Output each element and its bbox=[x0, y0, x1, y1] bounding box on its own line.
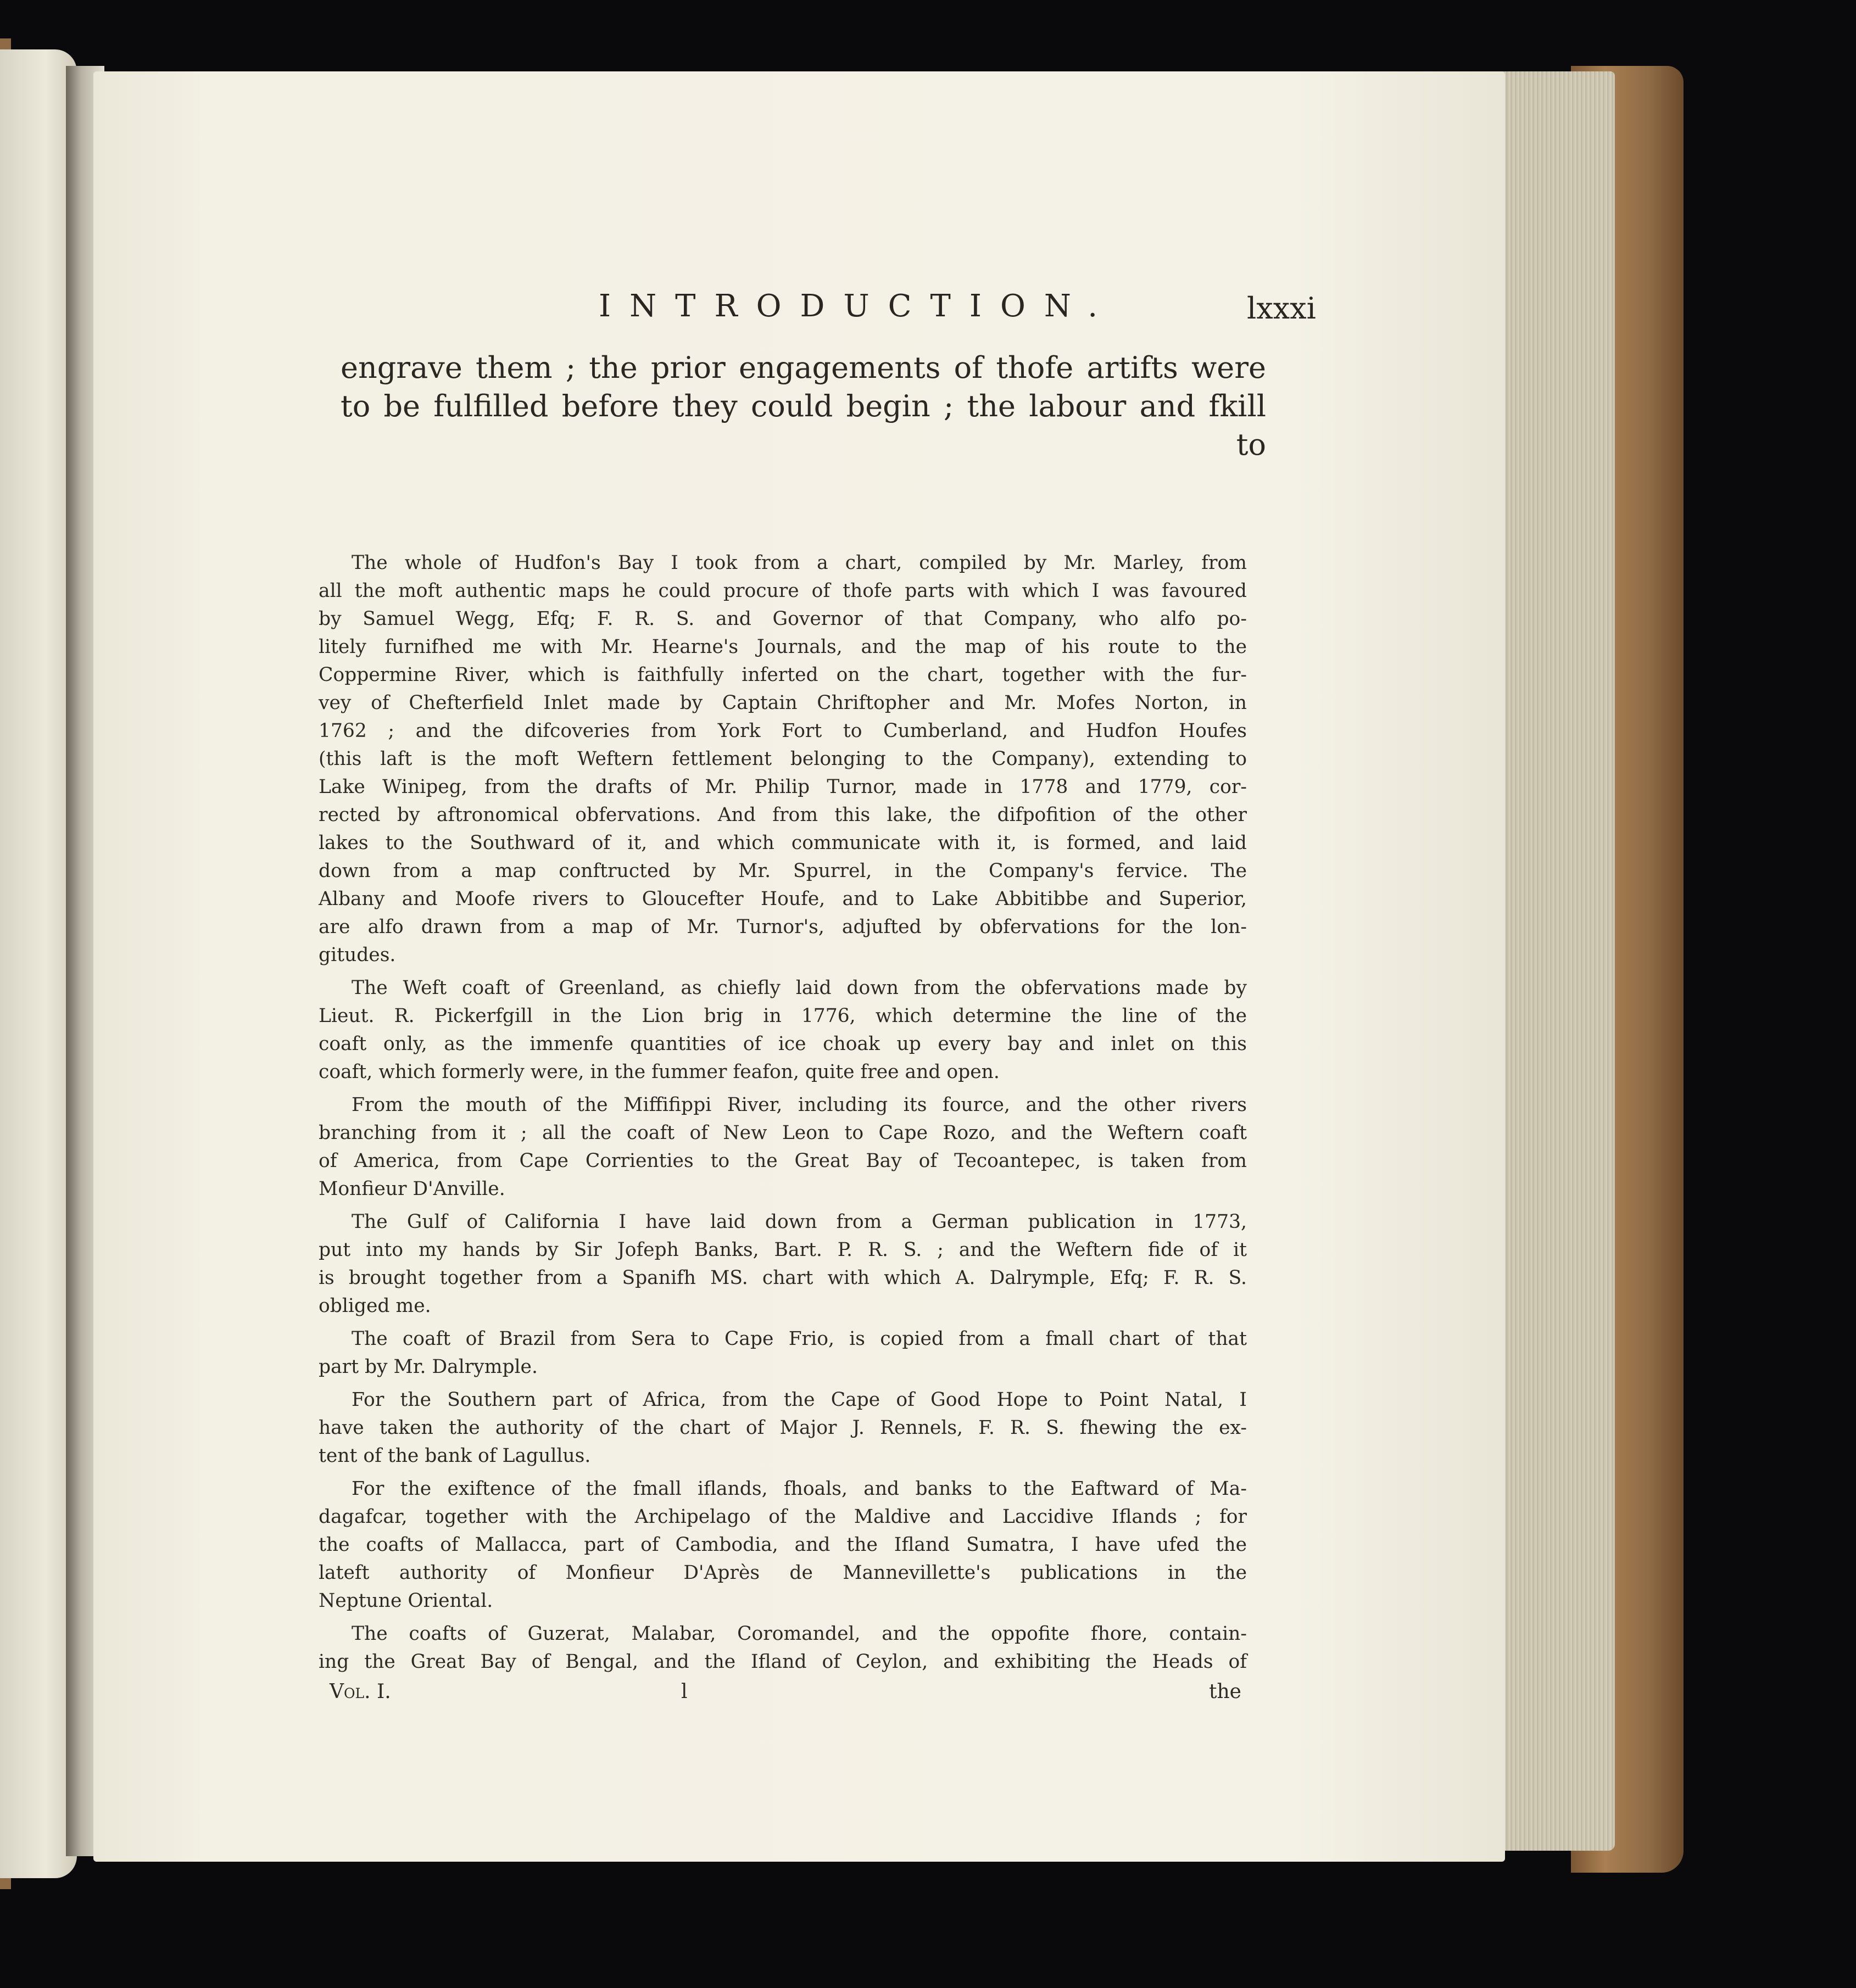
footnote-line: Neptune Oriental. bbox=[319, 1590, 493, 1612]
footnote-line: down from a map conftructed by Mr. Spurrel, in the Company's fervice. The bbox=[319, 860, 1247, 882]
footnote-line: The Gulf of California I have laid down from a German publication in 1773, bbox=[352, 1211, 1247, 1233]
footnote-line: vey of Chefterfield Inlet made by Captain Chriftopher and Mr. Mofes Norton, in bbox=[319, 692, 1247, 714]
signature-mark: l bbox=[681, 1680, 688, 1703]
footnote-line: For the Southern part of Africa, from the Cape of Good Hope to Point Natal, I bbox=[352, 1389, 1247, 1411]
footnote-line: Lieut. R. Pickerfgill in the Lion brig in 1776, which determine the line of the bbox=[319, 1005, 1247, 1027]
footnote-line: of America, from Cape Corrienties to the Great Bay of Tecoantepec, is taken from bbox=[319, 1150, 1247, 1172]
page-number: lxxxi bbox=[1247, 291, 1316, 326]
running-title: INTRODUCTION. bbox=[599, 288, 1117, 324]
footnote-line: dagafcar, together with the Archipelago of the Maldive and Laccidive Iflands ; for bbox=[319, 1506, 1247, 1528]
volume-mark: Vol. I. bbox=[330, 1680, 391, 1703]
carryover-line: engrave them ; the prior engagements of thofe artifts were bbox=[341, 350, 1266, 385]
footnote-line: coaft only, as the immenfe quantities of ice choak up every bay and inlet on this bbox=[319, 1033, 1247, 1055]
page-footer bbox=[330, 1680, 1241, 1708]
left-page-edge bbox=[0, 49, 77, 1878]
footnote-line: Lake Winipeg, from the drafts of Mr. Philip Turnor, made in 1778 and 1779, cor- bbox=[319, 776, 1247, 798]
book-page bbox=[93, 71, 1505, 1862]
footnote-line: (this laft is the moft Weftern fettlement belonging to the Company), extending to bbox=[319, 748, 1247, 770]
footnote-paragraph bbox=[319, 1386, 1247, 1470]
catchword: the bbox=[1209, 1680, 1241, 1703]
footnote-line: the coafts of Mallacca, part of Cambodia, and the Ifland Sumatra, I have ufed the bbox=[319, 1534, 1247, 1556]
footnote-line: is brought together from a Spanifh MS. chart with which A. Dalrymple, Efq; F. R. S. bbox=[319, 1267, 1247, 1289]
footnote-line: The coaft of Brazil from Sera to Cape Frio, is copied from a fmall chart of that bbox=[352, 1328, 1247, 1350]
footnote-paragraph bbox=[319, 1475, 1247, 1615]
footnote-line: put into my hands by Sir Jofeph Banks, Bart. P. R. S. ; and the Weftern fide of it bbox=[319, 1239, 1247, 1261]
footnote-block bbox=[319, 549, 1247, 1681]
footnote-line: have taken the authority of the chart of Major J. Rennels, F. R. S. fhewing the ex- bbox=[319, 1417, 1247, 1439]
footnote-line: Albany and Moofe rivers to Gloucefter Houfe, and to Lake Abbitibbe and Superior, bbox=[319, 888, 1247, 910]
footnote-line: From the mouth of the Miffifippi River, including its fource, and the other rivers bbox=[352, 1094, 1247, 1116]
footnote-paragraph bbox=[319, 1325, 1247, 1381]
footnote-paragraph bbox=[319, 974, 1247, 1086]
footnote-line: Coppermine River, which is faithfully inferted on the chart, together with the fur- bbox=[319, 664, 1247, 686]
footnote-line: lakes to the Southward of it, and which communicate with it, is formed, and laid bbox=[319, 832, 1247, 854]
footnote-line: tent of the bank of Lagullus. bbox=[319, 1445, 591, 1467]
footnote-paragraph bbox=[319, 1208, 1247, 1320]
footnote-paragraph bbox=[319, 549, 1247, 969]
footnote-line: branching from it ; all the coaft of New Leon to Cape Rozo, and the Weftern coaft bbox=[319, 1122, 1247, 1144]
footnote-line: gitudes. bbox=[319, 944, 396, 966]
footnote-line: lateft authority of Monfieur D'Après de Mannevillette's publications in the bbox=[319, 1562, 1247, 1584]
footnote-line: The Weft coaft of Greenland, as chiefly laid down from the obfervations made by bbox=[352, 977, 1247, 999]
footnote-line: ing the Great Bay of Bengal, and the Ifland of Ceylon, and exhibiting the Heads of bbox=[319, 1651, 1247, 1673]
footnote-paragraph bbox=[319, 1091, 1247, 1203]
footnote-line: are alfo drawn from a map of Mr. Turnor's, adjufted by obfervations for the lon- bbox=[319, 916, 1247, 938]
carryover-text bbox=[341, 349, 1266, 464]
page-block-edges bbox=[1500, 71, 1615, 1851]
footnote-line: For the exiftence of the fmall iflands, fhoals, and banks to the Eaftward of Ma- bbox=[352, 1478, 1247, 1500]
footnote-line: all the moft authentic maps he could procure of thofe parts with which I was favoured bbox=[319, 580, 1247, 602]
footnote-paragraph bbox=[319, 1620, 1247, 1676]
carryover-line: to bbox=[1236, 427, 1266, 462]
footnote-line: Monfieur D'Anville. bbox=[319, 1178, 505, 1200]
footnote-line: The whole of Hudfon's Bay I took from a chart, compiled by Mr. Marley, from bbox=[352, 552, 1247, 574]
footnote-line: obliged me. bbox=[319, 1295, 431, 1317]
footnote-line: The coafts of Guzerat, Malabar, Coromandel, and the oppofite fhore, contain- bbox=[352, 1623, 1247, 1645]
footnote-line: coaft, which formerly were, in the fummer feafon, quite free and open. bbox=[319, 1061, 1000, 1083]
footnote-line: by Samuel Wegg, Efq; F. R. S. and Governor of that Company, who alfo po- bbox=[319, 608, 1247, 630]
footnote-line: rected by aftronomical obfervations. And from this lake, the difpofition of the other bbox=[319, 804, 1247, 826]
footnote-line: 1762 ; and the difcoveries from York Fort to Cumberland, and Hudfon Houfes bbox=[319, 720, 1247, 742]
footnote-line: part by Mr. Dalrymple. bbox=[319, 1356, 538, 1378]
footnote-line: litely furnifhed me with Mr. Hearne's Journals, and the map of his route to the bbox=[319, 636, 1247, 658]
carryover-line: to be fulfilled before they could begin ; the labour and fkill bbox=[341, 389, 1266, 423]
